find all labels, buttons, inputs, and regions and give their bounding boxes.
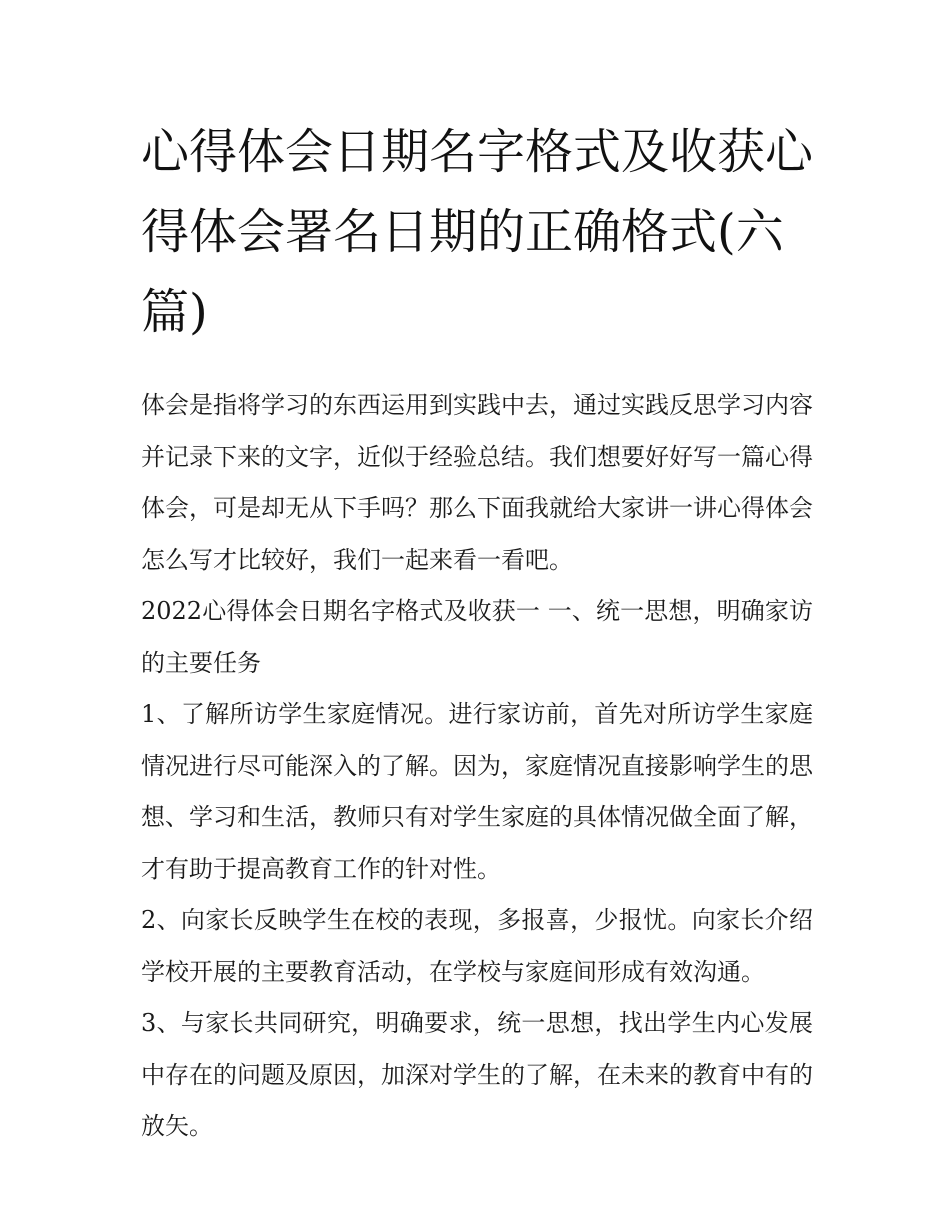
paragraph-item-2: 2、向家长反映学生在校的表现，多报喜，少报忧。向家长介绍学校开展的主要教育活动，在学校与家庭间形成有效沟通。: [141, 906, 813, 986]
paragraph-item-1: 1、了解所访学生家庭情况。进行家访前，首先对所访学生家庭情况进行尽可能深入的了解。因为，家庭情况直接影响学生的思想、学习和生活，教师只有对学生家庭的具体情况做全面了解，才有助于提高教育工作的针对性。: [141, 700, 813, 883]
paragraph-section-heading: 2022心得体会日期名字格式及收获一 一、统一思想，明确家访的主要任务: [141, 597, 813, 677]
document-body: [141, 380, 813, 1153]
paragraph-item-3: 3、与家长共同研究，明确要求，统一思想，找出学生内心发展中存在的问题及原因，加深对学生的了解，在未来的教育中有的放矢。: [141, 1009, 813, 1140]
paragraph-intro: 体会是指将学习的东西运用到实践中去，通过实践反思学习内容并记录下来的文字，近似于经验总结。我们想要好好写一篇心得体会，可是却无从下手吗？那么下面我就给大家讲一讲心得体会怎么写才比较好，我们一起来看一看吧。: [141, 391, 813, 574]
document-title: 心得体会日期名字格式及收获心得体会署名日期的正确格式(六篇): [141, 124, 814, 340]
document-content: [141, 112, 813, 1153]
